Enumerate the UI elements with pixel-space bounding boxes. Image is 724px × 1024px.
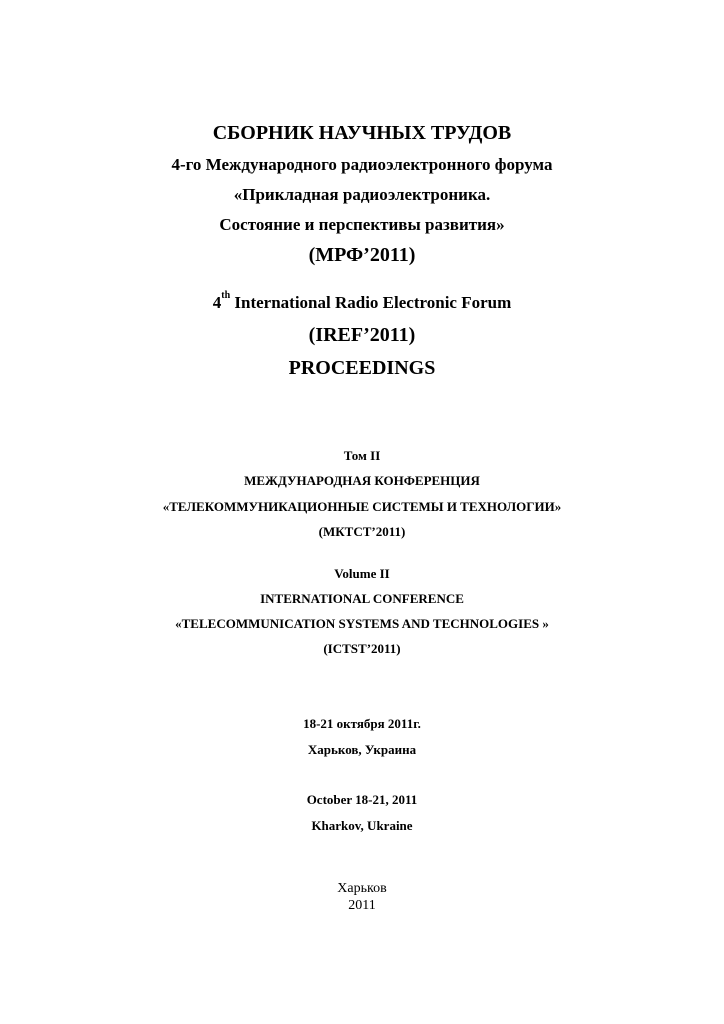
event-date-ru: 18-21 октября 2011г. [303,716,421,731]
forum-ordinal-number: 4 [212,293,222,312]
forum-abbr-en: (IREF’2011) [308,324,416,346]
forum-ordinal-suffix: th [221,290,231,301]
imprint-city: Харьков [337,881,387,896]
event-place-ru: Харьков, Украина [307,742,417,757]
conference-label-en: INTERNATIONAL CONFERENCE [260,591,464,606]
imprint-year: 2011 [348,898,376,913]
event-place-en: Kharkov, Ukraine [311,818,413,833]
volume-label-en: Volume II [334,566,390,581]
forum-subtitle-ru-2: Состояние и перспективы развития» [219,215,505,234]
event-date-en: October 18-21, 2011 [306,792,418,807]
forum-name-en-rest: International Radio Electronic Forum [230,293,512,312]
forum-abbr-ru: (МРФ’2011) [308,244,416,266]
conference-abbr-ru: (МКТСТ’2011) [318,524,406,539]
conference-name-ru: «ТЕЛЕКОММУНИКАЦИОННЫЕ СИСТЕМЫ И ТЕХНОЛОГИИ» [162,499,562,514]
collection-title: СБОРНИК НАУЧНЫХ ТРУДОВ [212,122,512,144]
conference-name-en: «TELECOMMUNICATION SYSTEMS AND TECHNOLOGIES » [175,616,549,631]
forum-name-ru: 4-го Международного радиоэлектронного форума [171,155,553,174]
forum-name-en [0,290,724,312]
volume-label-ru: Том II [343,448,381,463]
conference-abbr-en: (ICTST’2011) [323,641,401,656]
conference-label-ru: МЕЖДУНАРОДНАЯ КОНФЕРЕНЦИЯ [244,473,480,488]
proceedings-label: PROCEEDINGS [288,357,436,379]
forum-subtitle-ru-1: «Прикладная радиоэлектроника. [233,185,491,204]
